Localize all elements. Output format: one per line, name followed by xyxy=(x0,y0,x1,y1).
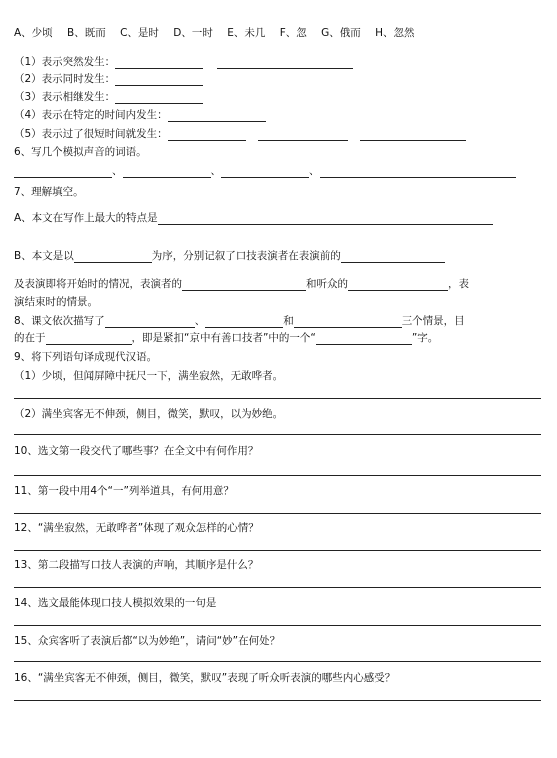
question-6-answer-row xyxy=(14,164,516,178)
answer-blank[interactable] xyxy=(74,251,152,263)
answer-line[interactable] xyxy=(14,513,541,514)
question-9-2: （2）满坐宾客无不伸颈，侧目，微笑，默叹，以为妙绝。 xyxy=(14,408,284,420)
answer-blank[interactable] xyxy=(320,166,516,178)
time-item-label: （4）表示在特定的时间内发生： xyxy=(14,109,168,121)
answer-blank[interactable] xyxy=(168,110,266,122)
answer-blank[interactable] xyxy=(115,57,203,69)
question-15: 15、众宾客听了表演后都“以为妙绝”，请问“妙”在何处？ xyxy=(14,635,281,647)
answer-blank[interactable] xyxy=(205,316,283,328)
time-item-2 xyxy=(14,72,203,86)
question-14: 14、选文最能体现口技人模拟效果的一句是 xyxy=(14,597,217,609)
option-d: D、一时 xyxy=(173,27,213,39)
answer-line[interactable] xyxy=(14,434,541,435)
answer-blank[interactable] xyxy=(217,57,353,69)
time-item-label: （3）表示相继发生： xyxy=(14,91,116,103)
question-11: 11、第一段中用4个“一”列举道具，有何用意？ xyxy=(14,485,234,497)
text: ”字。 xyxy=(411,332,439,344)
option-g: G、俄而 xyxy=(321,27,361,39)
answer-blank[interactable] xyxy=(316,333,412,345)
text: ，表 xyxy=(448,278,469,290)
answer-blank[interactable] xyxy=(115,74,203,86)
time-item-5 xyxy=(14,127,466,141)
question-10: 10、选文第一段交代了哪些事？在全文中有何作用？ xyxy=(14,445,259,457)
answer-blank[interactable] xyxy=(258,129,348,141)
option-f: F、忽 xyxy=(279,27,307,39)
answer-line[interactable] xyxy=(14,661,541,662)
answer-line[interactable] xyxy=(14,625,541,626)
question-16: 16、“满坐宾客无不伸颈，侧目，微笑，默叹”表现了听众听表演的哪些内心感受？ xyxy=(14,672,396,684)
time-item-label: （5）表示过了很短时间就发生： xyxy=(14,128,168,140)
text: 三个情景，目 xyxy=(401,315,465,327)
answer-blank[interactable] xyxy=(221,166,309,178)
option-c: C、是时 xyxy=(120,27,159,39)
question-7b-line1 xyxy=(14,249,445,263)
text: 为序，分别记叙了口技表演者在表演前的 xyxy=(151,250,341,262)
time-item-label: （1）表示突然发生： xyxy=(14,56,116,68)
text: 的在于 xyxy=(14,332,46,344)
answer-blank[interactable] xyxy=(360,129,466,141)
question-7b-line2 xyxy=(14,277,469,291)
text: 、 xyxy=(194,315,206,327)
question-9: 9、将下列语句译成现代汉语。 xyxy=(14,351,158,363)
time-item-4 xyxy=(14,108,266,122)
answer-blank[interactable] xyxy=(115,92,203,104)
text: B、本文是以 xyxy=(14,250,74,262)
answer-blank[interactable] xyxy=(14,166,112,178)
answer-blank[interactable] xyxy=(341,251,445,263)
answer-blank[interactable] xyxy=(348,279,448,291)
separator: 、 xyxy=(112,165,123,177)
option-a: A、少顷 xyxy=(14,27,53,39)
question-12: 12、“满坐寂然，无敢哗者”体现了观众怎样的心情？ xyxy=(14,522,259,534)
separator: 、 xyxy=(309,165,320,177)
answer-line[interactable] xyxy=(14,587,541,588)
question-7a xyxy=(14,211,493,225)
answer-line[interactable] xyxy=(14,398,541,399)
answer-line[interactable] xyxy=(14,550,541,551)
answer-blank[interactable] xyxy=(294,316,402,328)
question-7: 7、理解填空。 xyxy=(14,186,84,198)
question-13: 13、第二段描写口技人表演的声响，其顺序是什么？ xyxy=(14,559,259,571)
answer-line[interactable] xyxy=(14,700,541,701)
separator: 、 xyxy=(210,165,221,177)
time-item-label: （2）表示同时发生： xyxy=(14,73,116,85)
question-9-1: （1）少顷，但闻屏障中抚尺一下，满坐寂然，无敢哗者。 xyxy=(14,370,284,382)
text: 及表演即将开始时的情况，表演者的 xyxy=(14,278,182,290)
question-8-line2 xyxy=(14,331,438,345)
question-6: 6、写几个模拟声音的词语。 xyxy=(14,146,147,158)
answer-blank[interactable] xyxy=(46,333,132,345)
time-item-3 xyxy=(14,90,203,104)
question-8-line1 xyxy=(14,314,465,328)
question-7b-line3: 演结束时的情景。 xyxy=(14,296,98,308)
answer-line[interactable] xyxy=(14,475,541,476)
text: 和 xyxy=(283,315,294,327)
options-row xyxy=(14,26,425,40)
time-item-1 xyxy=(14,55,353,69)
answer-blank[interactable] xyxy=(168,129,246,141)
option-b: B、既而 xyxy=(67,27,106,39)
option-e: E、未几 xyxy=(227,27,266,39)
text: ，即是紧扣“京中有善口技者”中的一个“ xyxy=(131,332,316,344)
answer-blank[interactable] xyxy=(105,316,195,328)
answer-blank[interactable] xyxy=(123,166,211,178)
question-7a-text: A、本文在写作上最大的特点是 xyxy=(14,212,158,224)
answer-blank[interactable] xyxy=(182,279,306,291)
option-h: H、忽然 xyxy=(375,27,415,39)
text: 和听众的 xyxy=(306,278,348,290)
answer-blank[interactable] xyxy=(158,213,493,225)
text: 8、课文依次描写了 xyxy=(14,315,105,327)
